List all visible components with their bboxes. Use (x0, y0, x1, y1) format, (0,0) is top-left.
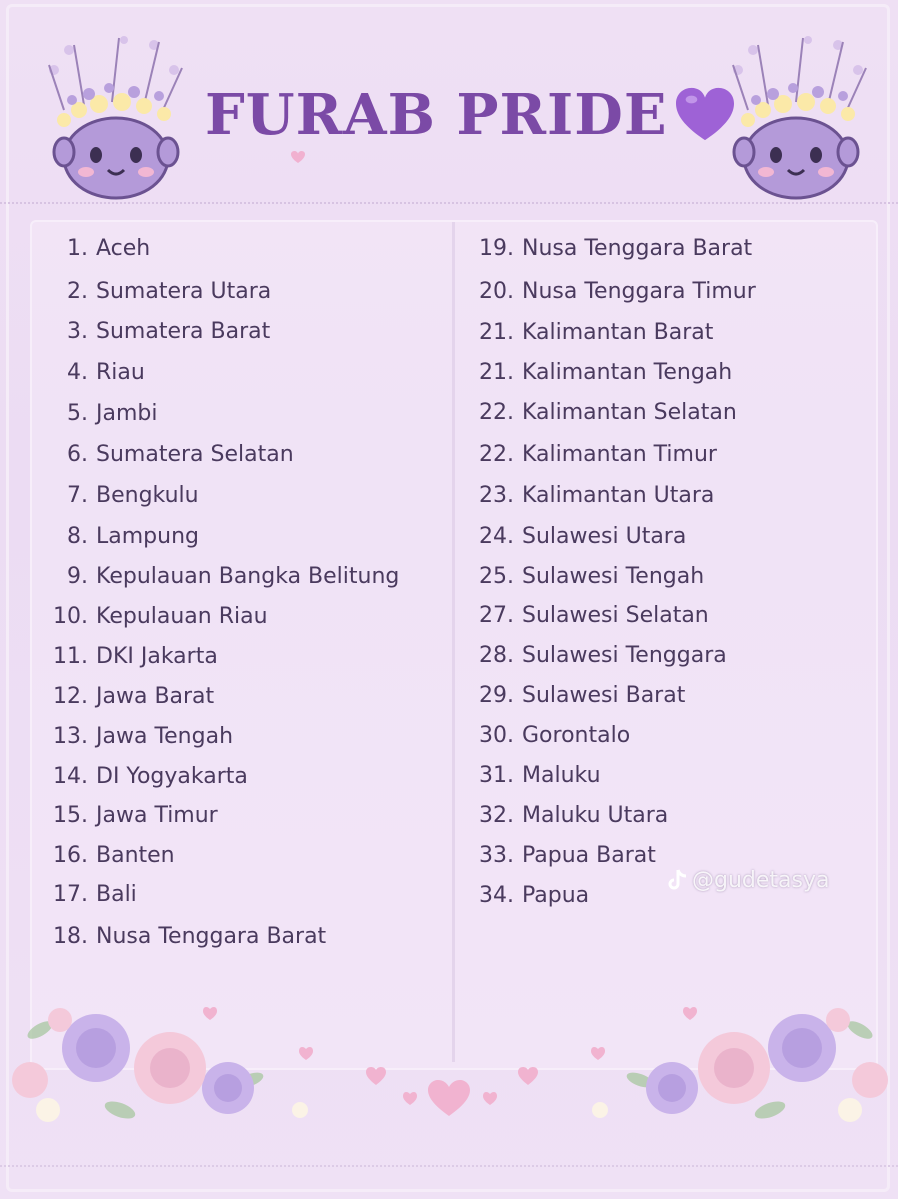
list-item (470, 841, 656, 871)
item-number: 6. (67, 442, 88, 467)
column-divider (452, 222, 455, 1062)
list-item (470, 601, 709, 631)
list-item (470, 522, 686, 552)
list-item (48, 317, 270, 347)
item-number: 31. (479, 763, 514, 788)
list-item (48, 642, 218, 672)
item-number: 9. (67, 564, 88, 589)
list-item (470, 358, 732, 388)
province-name: Kepulauan Bangka Belitung (96, 564, 400, 589)
item-number: 20. (479, 279, 514, 304)
list-item (48, 602, 268, 632)
floral-border-icon (0, 960, 898, 1160)
province-name: Sulawesi Selatan (522, 603, 709, 628)
item-number: 13. (53, 724, 88, 749)
item-number: 24. (479, 524, 514, 549)
province-name: Jambi (96, 401, 158, 426)
province-name: Sumatera Barat (96, 319, 271, 344)
province-name: Sulawesi Barat (522, 683, 686, 708)
list-item (48, 762, 248, 792)
list-item (470, 562, 704, 592)
item-number: 34. (479, 883, 514, 908)
item-number: 29. (479, 683, 514, 708)
province-name: Sumatera Selatan (96, 442, 294, 467)
province-name: Sulawesi Tengah (522, 564, 705, 589)
list-item (48, 562, 399, 592)
province-name: Kalimantan Utara (522, 483, 715, 508)
province-name: Jawa Timur (96, 803, 218, 828)
province-name: Sulawesi Utara (522, 524, 687, 549)
list-item (48, 880, 137, 910)
list-item (48, 277, 271, 307)
province-name: Kepulauan Riau (96, 604, 268, 629)
list-item (470, 318, 713, 348)
province-name: Banten (96, 843, 175, 868)
item-number: 21. (479, 320, 514, 345)
item-number: 32. (479, 803, 514, 828)
province-name: Nusa Tenggara Timur (522, 279, 756, 304)
item-number: 23. (479, 483, 514, 508)
province-name: Kalimantan Timur (522, 442, 717, 467)
watermark-text: @gudetasya (692, 867, 830, 893)
mascot-left-icon (24, 30, 199, 200)
province-name: Riau (96, 360, 145, 385)
item-number: 30. (479, 723, 514, 748)
province-name: Jawa Barat (96, 684, 215, 709)
item-number: 17. (53, 882, 88, 907)
item-number: 15. (53, 803, 88, 828)
list-item (48, 481, 199, 511)
item-number: 1. (67, 236, 88, 261)
province-name: Nusa Tenggara Barat (522, 236, 753, 261)
province-name: Maluku (522, 763, 601, 788)
list-item (48, 722, 233, 752)
list-item (48, 841, 175, 871)
watermark (666, 864, 829, 896)
item-number: 25. (479, 564, 514, 589)
list-item (470, 761, 601, 791)
province-name: Jawa Tengah (96, 724, 234, 749)
item-number: 16. (53, 843, 88, 868)
province-name: Lampung (96, 524, 199, 549)
province-name: Maluku Utara (522, 803, 669, 828)
list-item (470, 440, 717, 470)
item-number: 10. (53, 604, 88, 629)
item-number: 18. (53, 924, 88, 949)
item-number: 12. (53, 684, 88, 709)
footer-divider (0, 1165, 898, 1167)
item-number: 7. (67, 483, 88, 508)
list-item (470, 681, 685, 711)
item-number: 4. (67, 360, 88, 385)
province-name: Aceh (96, 236, 151, 261)
province-name: Sumatera Utara (96, 279, 272, 304)
province-name: Kalimantan Barat (522, 320, 714, 345)
province-name: Papua (522, 883, 590, 908)
province-name: Bali (96, 882, 137, 907)
list-item (470, 398, 737, 428)
province-name: Gorontalo (522, 723, 631, 748)
list-item (48, 399, 157, 429)
item-number: 14. (53, 764, 88, 789)
item-number: 19. (479, 236, 514, 261)
province-name: Bengkulu (96, 483, 199, 508)
list-item (48, 358, 145, 388)
item-number: 28. (479, 643, 514, 668)
title-text: FURAB PRIDE (205, 82, 668, 148)
item-number: 3. (67, 319, 88, 344)
list-item (48, 522, 199, 552)
purple-heart-icon (674, 86, 736, 144)
list-item (470, 234, 752, 264)
item-number: 2. (67, 279, 88, 304)
list-item (470, 721, 630, 751)
page-title (205, 70, 736, 160)
small-heart-icon (290, 150, 306, 164)
item-number: 11. (53, 644, 88, 669)
list-item (470, 481, 714, 511)
item-number: 27. (479, 603, 514, 628)
province-name: DKI Jakarta (96, 644, 218, 669)
header-divider (0, 202, 898, 204)
item-number: 22. (479, 400, 514, 425)
province-name: Kalimantan Selatan (522, 400, 737, 425)
province-name: Kalimantan Tengah (522, 360, 733, 385)
province-name: Nusa Tenggara Barat (96, 924, 327, 949)
list-item (48, 234, 150, 264)
list-item (470, 641, 727, 671)
item-number: 5. (67, 401, 88, 426)
tiktok-icon (666, 868, 688, 892)
item-number: 22. (479, 442, 514, 467)
list-item (470, 277, 756, 307)
list-item (48, 801, 218, 831)
province-name: Papua Barat (522, 843, 656, 868)
province-name: Sulawesi Tenggara (522, 643, 727, 668)
item-number: 21. (479, 360, 514, 385)
list-item (48, 682, 214, 712)
item-number: 8. (67, 524, 88, 549)
list-item (470, 881, 589, 911)
list-item (48, 922, 326, 952)
province-name: DI Yogyakarta (96, 764, 248, 789)
list-item (470, 801, 668, 831)
list-item (48, 440, 294, 470)
item-number: 33. (479, 843, 514, 868)
